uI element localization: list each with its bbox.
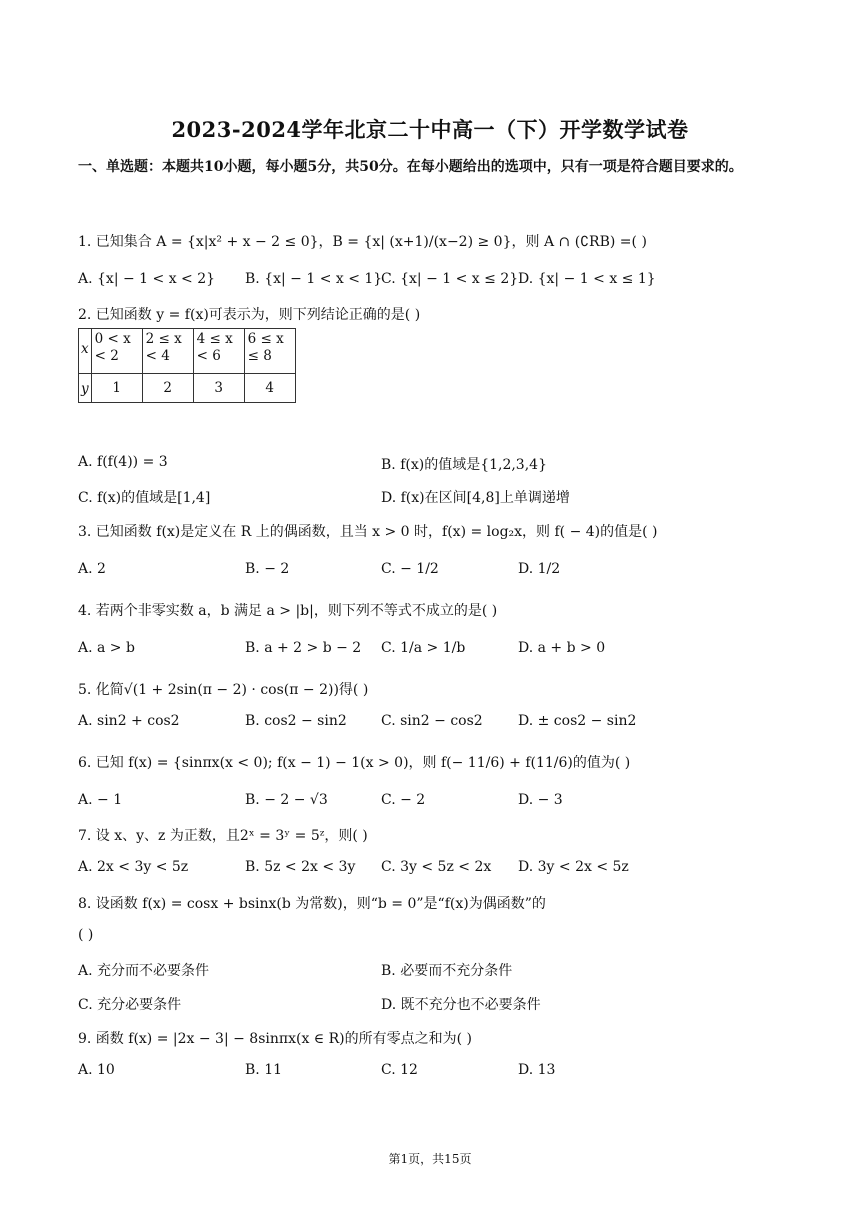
question-8-option-a: A. 充分而不必要条件 [78,963,210,979]
table-x-cell-3 [193,329,244,374]
question-1-option-d: D. {x| − 1 < x ≤ 1} [518,271,656,287]
cell-line: 2 ≤ x [145,331,182,347]
question-8-answer-bracket: ( ) [78,927,94,943]
table-y-cell-3: 3 [193,374,244,403]
table-y-cell-1: 1 [91,374,142,403]
cell-line: < 4 [145,348,170,364]
question-9-option-b: B. 11 [245,1062,283,1078]
question-1-option-c: C. {x| − 1 < x ≤ 2} [381,271,519,287]
question-6-option-c: C. − 2 [381,792,426,808]
value-table [78,328,296,403]
question-1-option-a: A. {x| − 1 < x < 2} [78,271,216,287]
question-3-option-b: B. − 2 [245,561,290,577]
question-5-stem: 5. 化简√(1 + 2sin(π − 2) · cos(π − 2))得( ) [78,682,369,698]
question-6-option-b: B. − 2 − √3 [245,792,328,808]
table-y-cell-4: 4 [244,374,295,403]
question-2-stem: 2. 已知函数 y = f(x)可表示为，则下列结论正确的是( ) [78,307,421,323]
question-9-option-d: D. 13 [518,1062,556,1078]
question-4-option-a: A. a > b [78,640,135,656]
question-6-option-d: D. − 3 [518,792,563,808]
question-1-option-b: B. {x| − 1 < x < 1} [245,271,383,287]
cell-line: 6 ≤ x [247,331,284,347]
table-row-x [79,329,296,374]
question-7-option-a: A. 2x < 3y < 5z [78,859,189,875]
table-y-label: y [79,374,92,403]
page-footer: 第1页，共15页 [388,1152,472,1166]
question-9-option-c: C. 12 [381,1062,418,1078]
question-1-stem: 1. 已知集合 A = {x|x² + x − 2 ≤ 0}，B = {x| (x+1)/(x−2) ≥ 0}，则 A ∩ (∁RB) =( ) [78,234,647,250]
table-y-cell-2: 2 [142,374,193,403]
question-8-option-c: C. 充分必要条件 [78,997,182,1013]
table-x-label: x [79,329,92,374]
table-x-cell-1 [91,329,142,374]
question-3-option-d: D. 1/2 [518,561,561,577]
cell-line: < 2 [94,348,119,364]
question-3-option-a: A. 2 [78,561,106,577]
question-4-stem: 4. 若两个非零实数 a，b 满足 a > |b|，则下列不等式不成立的是( ) [78,603,498,619]
question-6-stem: 6. 已知 f(x) = {sinπx(x < 0); f(x − 1) − 1(x > 0)，则 f(− 11/6) + f(11/6)的值为( ) [78,755,631,771]
cell-line: 4 ≤ x [196,331,233,347]
question-7-option-b: B. 5z < 2x < 3y [245,859,356,875]
question-3-option-c: C. − 1/2 [381,561,439,577]
question-5-option-d: D. ± cos2 − sin2 [518,713,637,729]
question-5-option-c: C. sin2 − cos2 [381,713,483,729]
question-7-option-c: C. 3y < 5z < 2x [381,859,492,875]
question-2-option-d: D. f(x)在区间[4,8]上单调递增 [381,490,570,506]
table-row-y [79,374,296,403]
question-7-stem: 7. 设 x、y、z 为正数，且2ˣ = 3ʸ = 5ᶻ，则( ) [78,828,368,844]
cell-line: < 6 [196,348,221,364]
question-5-option-a: A. sin2 + cos2 [78,713,180,729]
question-9-option-a: A. 10 [78,1062,115,1078]
question-4-option-c: C. 1/a > 1/b [381,640,466,656]
section-header: 一、单选题：本题共10小题，每小题5分，共50分。在每小题给出的选项中，只有一项是符合题目要求的。 [78,159,743,175]
page-title: 2023-2024学年北京二十中高一（下）开学数学试卷 [171,117,689,142]
question-9-stem: 9. 函数 f(x) = |2x − 3| − 8sinπx(x ∈ R)的所有零点之和为( ) [78,1031,472,1047]
cell-line: ≤ 8 [247,348,272,364]
question-4-option-d: D. a + b > 0 [518,640,606,656]
question-8-option-b: B. 必要而不充分条件 [381,963,513,979]
question-2-option-a: A. f(f(4)) = 3 [78,454,168,470]
question-4-option-b: B. a + 2 > b − 2 [245,640,362,656]
question-5-option-b: B. cos2 − sin2 [245,713,347,729]
question-6-option-a: A. − 1 [78,792,123,808]
question-3-stem: 3. 已知函数 f(x)是定义在 R 上的偶函数，且当 x > 0 时，f(x) = log₂x，则 f( − 4)的值是( ) [78,524,658,540]
table-x-cell-2 [142,329,193,374]
question-2-option-b: B. f(x)的值域是{1,2,3,4} [381,457,547,473]
question-7-option-d: D. 3y < 2x < 5z [518,859,629,875]
question-2-option-c: C. f(x)的值域是[1,4] [78,490,211,506]
question-8-stem: 8. 设函数 f(x) = cosx + bsinx(b 为常数)，则“b = 0”是“f(x)为偶函数”的 [78,896,546,912]
cell-line: 0 < x [94,331,131,347]
question-8-option-d: D. 既不充分也不必要条件 [381,997,541,1013]
table-x-cell-4 [244,329,295,374]
